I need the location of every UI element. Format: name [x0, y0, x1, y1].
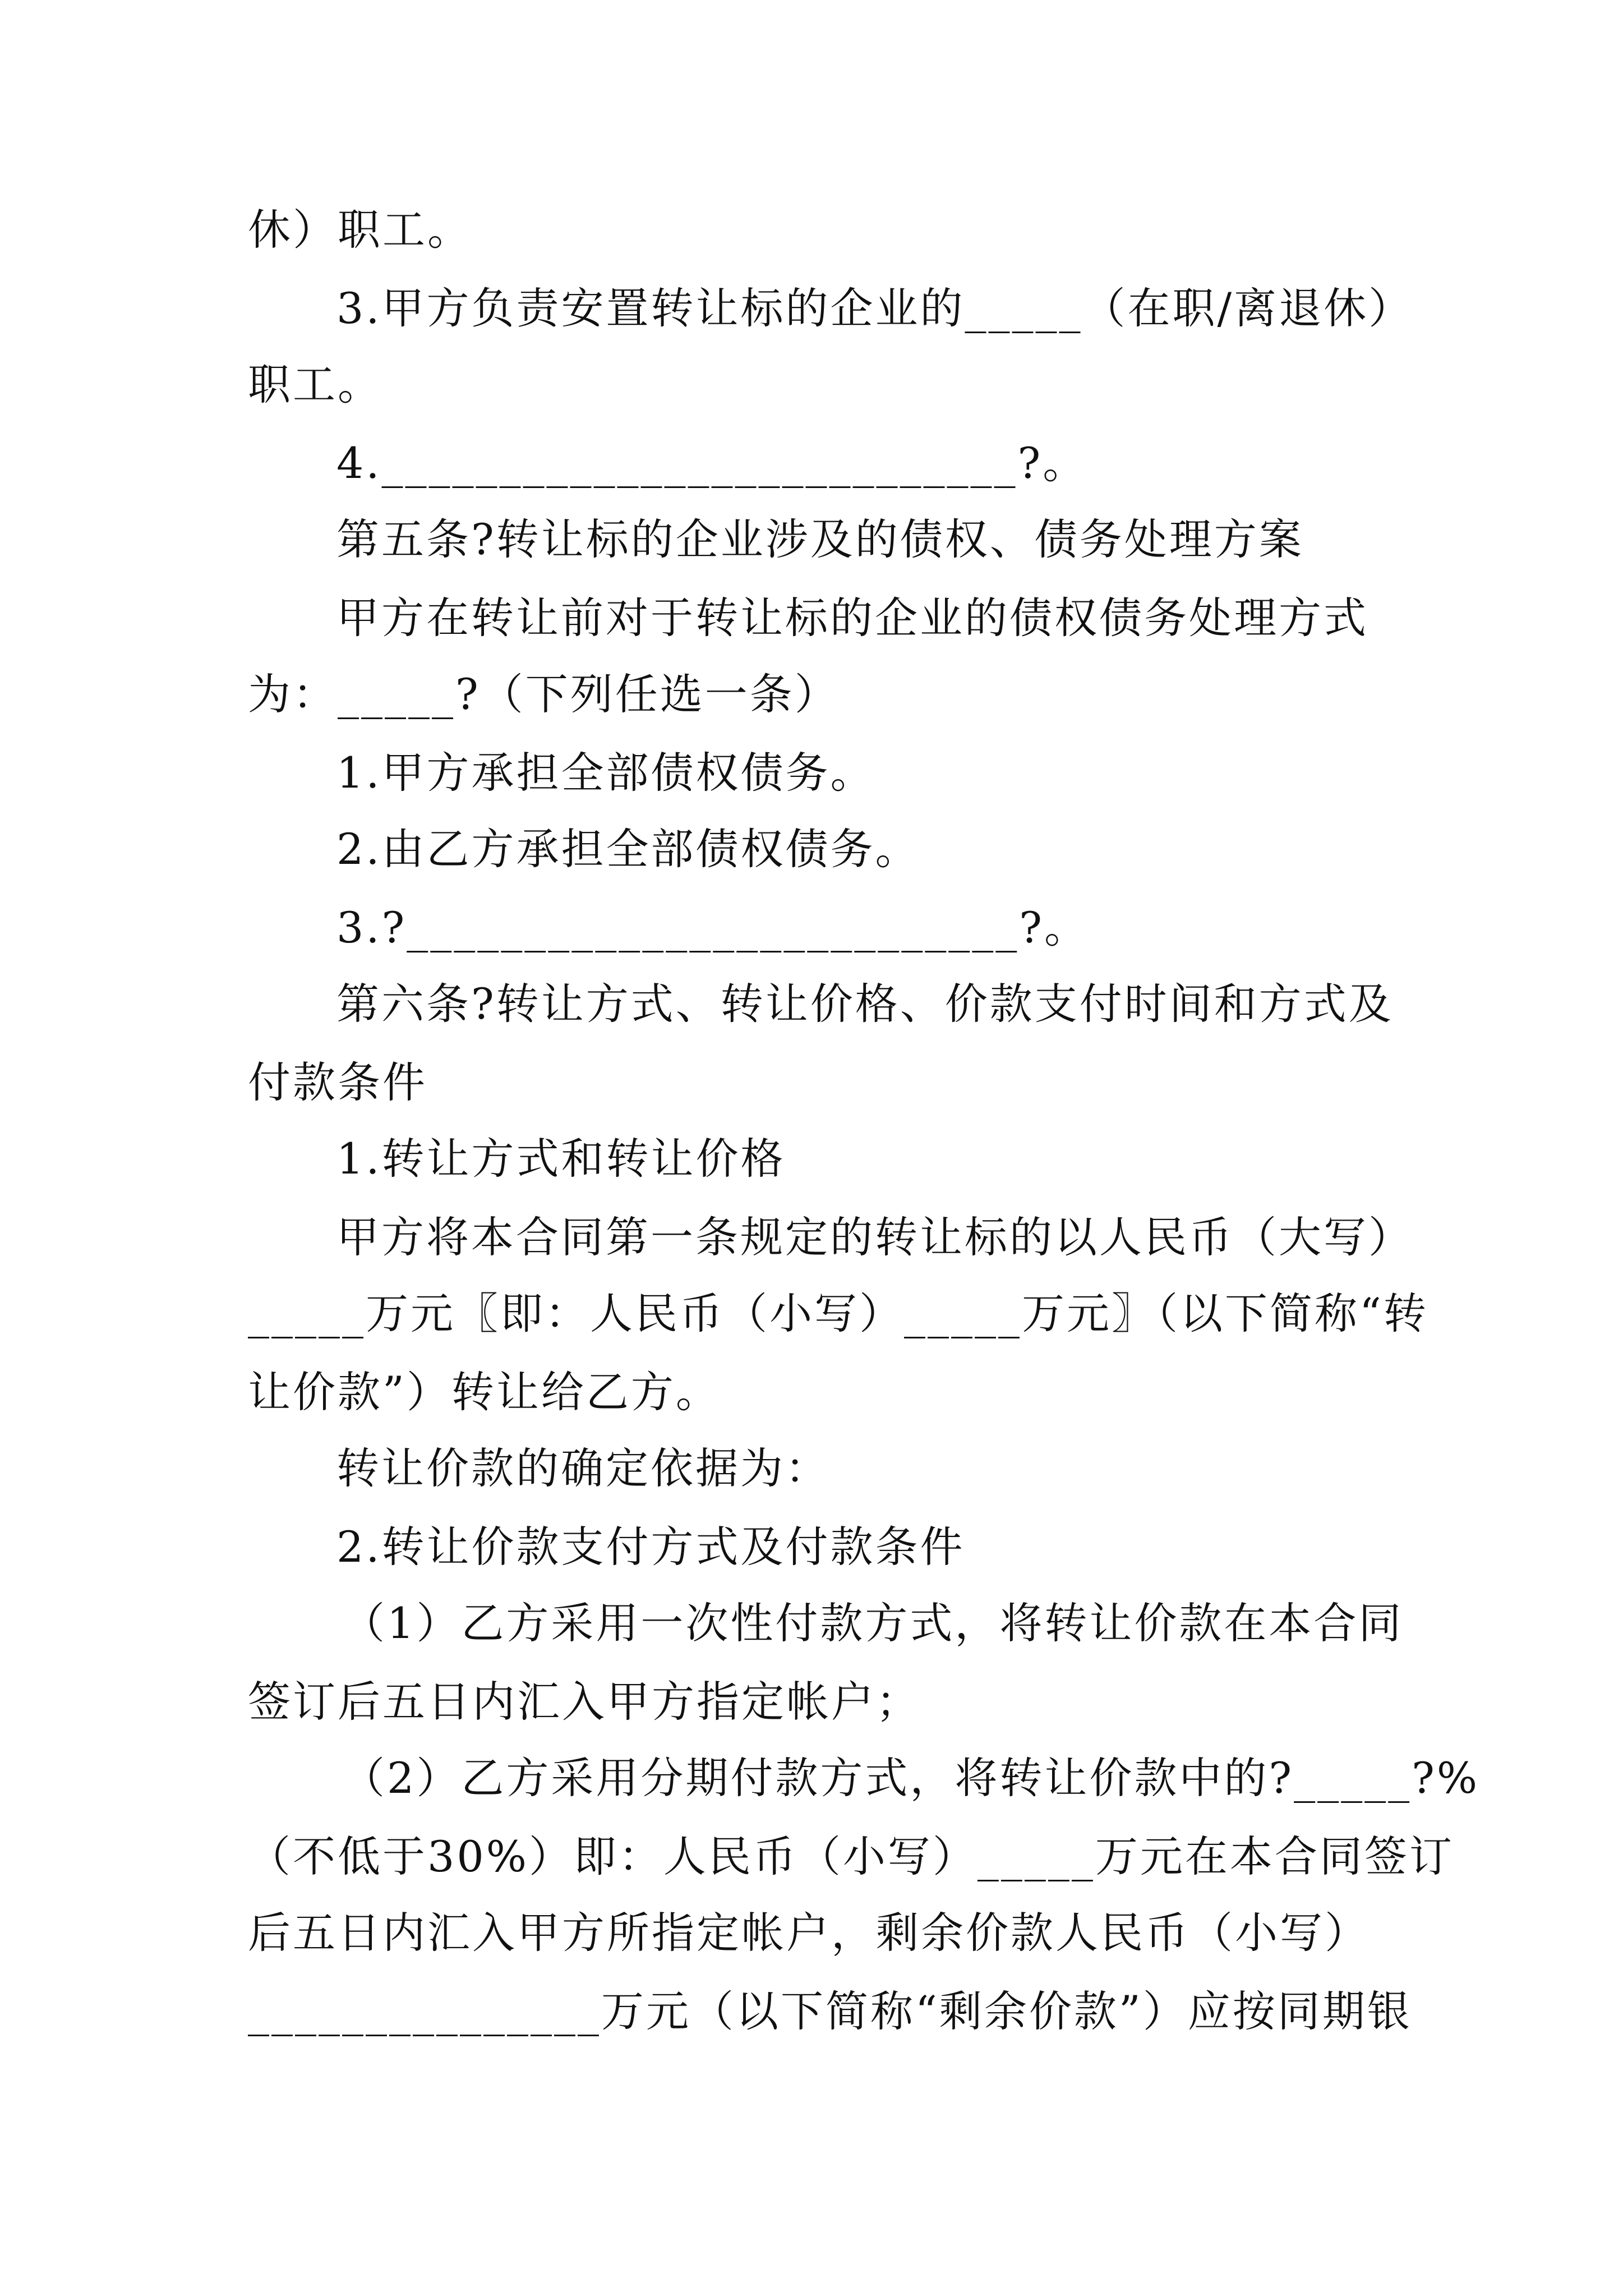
text-line-18: 2.转让价款支付方式及付款条件	[336, 1522, 965, 1572]
text-line-7: 为：_____?（下列任选一条）	[248, 669, 840, 719]
text-line-3: 职工。	[248, 360, 382, 409]
text-line-8: 1.甲方承担全部债权债务。	[336, 748, 875, 798]
section-heading-5: 第五条?转让标的企业涉及的债权、债务处理方案	[336, 514, 1304, 564]
text-line-20: 签订后五日内汇入甲方指定帐户；	[248, 1677, 921, 1727]
text-line-4: 4.___________________________?。	[336, 438, 1088, 488]
text-line-13: 1.转让方式和转让价格	[336, 1134, 786, 1184]
text-line-24: _______________万元（以下简称“剩余价款”）应按同期银	[248, 1986, 1412, 2036]
text-line-2: 3.甲方负责安置转让标的企业的_____（在职/离退休）	[336, 283, 1414, 333]
text-line-10: 3.?__________________________?。	[336, 903, 1090, 953]
text-line-19: （1）乙方采用一次性付款方式，将转让价款在本合同	[342, 1598, 1404, 1648]
text-line-23: 后五日内汇入甲方所指定帐户，剩余价款人民币（小写）	[248, 1908, 1370, 1958]
text-line-1: 休）职工。	[248, 205, 472, 255]
section-heading-6: 第六条?转让方式、转让价格、价款支付时间和方式及	[336, 979, 1394, 1029]
text-line-14: 甲方将本合同第一条规定的转让标的以人民币（大写）	[336, 1212, 1413, 1262]
text-line-17: 转让价款的确定依据为：	[336, 1443, 830, 1493]
text-line-6: 甲方在转让前对于转让标的企业的债权债务处理方式	[336, 593, 1368, 643]
text-line-9: 2.由乙方承担全部债权债务。	[336, 824, 920, 874]
text-line-21: （2）乙方采用分期付款方式，将转让价款中的?_____?%	[342, 1753, 1480, 1803]
text-line-16: 让价款”）转让给乙方。	[248, 1367, 721, 1417]
text-line-12: 付款条件	[248, 1057, 427, 1107]
text-line-22: （不低于30%）即：人民币（小写）_____万元在本合同签订	[248, 1832, 1454, 1881]
text-line-15: _____万元〖即：人民币（小写）_____万元〗（以下简称“转	[248, 1289, 1428, 1338]
